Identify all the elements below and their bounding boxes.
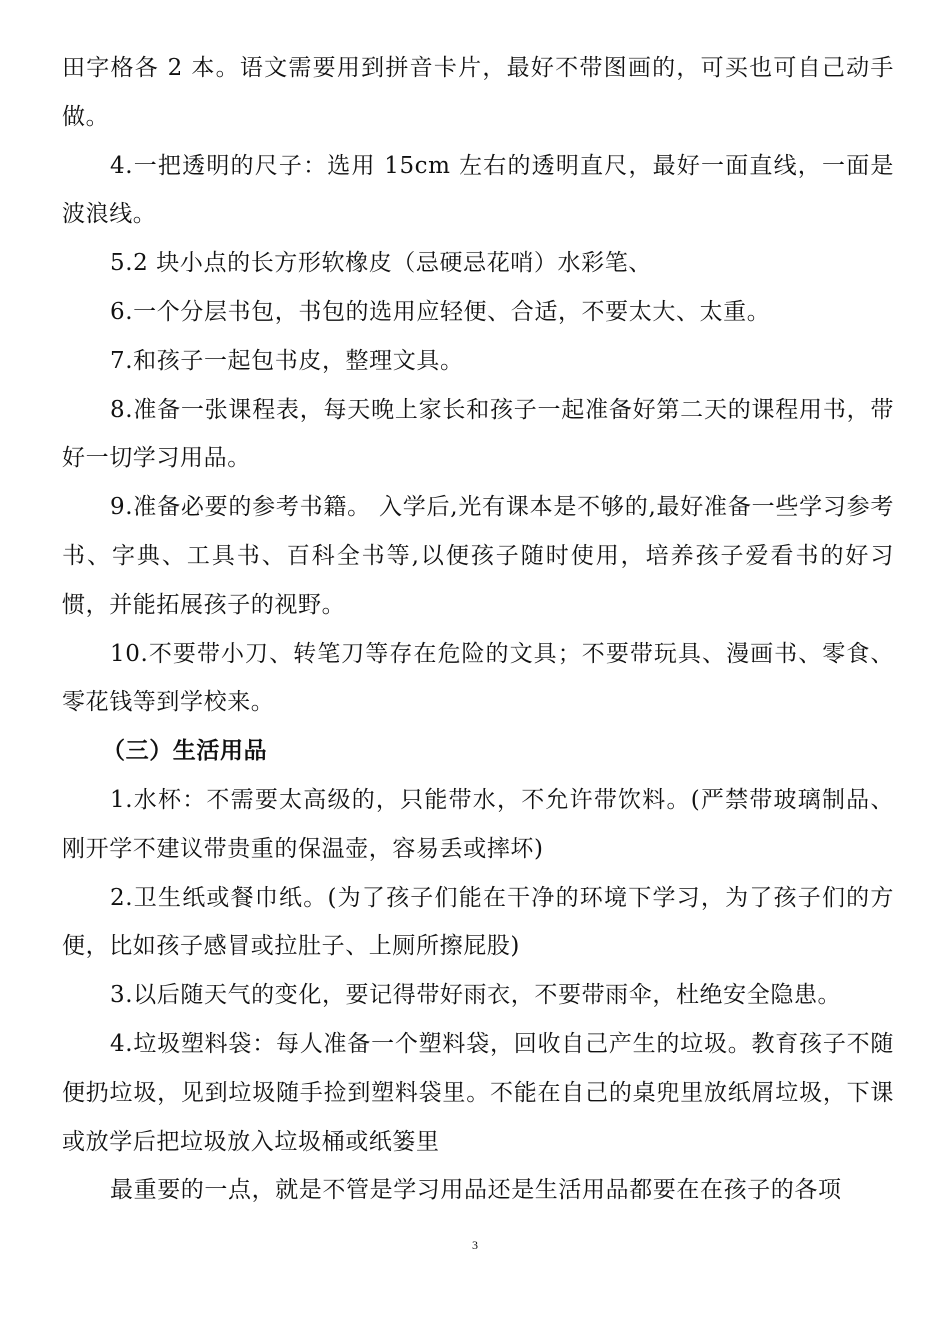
section-paragraph-4: 4.垃圾塑料袋：每人准备一个塑料袋，回收自己产生的垃圾。教育孩子不随便扔垃圾，见到垃圾随手捡到塑料袋里。不能在自己的桌兜里放纸屑垃圾，下课或放学后把垃圾放入垃圾桶或纸篓里 (62, 1030, 894, 1155)
paragraph-item-10: 10.不要带小刀、转笔刀等存在危险的文具；不要带玩具、漫画书、零食、零花钱等到学校来。 (62, 640, 894, 716)
section-paragraph-1: 1.水杯：不需要太高级的，只能带水，不允许带饮料。(严禁带玻璃制品、刚开学不建议带贵重的保温壶，容易丢或摔坏) (62, 786, 894, 862)
paragraph-item-4: 4.一把透明的尺子：选用 15cm 左右的透明直尺，最好一面直线，一面是波浪线。 (62, 152, 894, 228)
page-number: 3 (472, 1238, 478, 1252)
paragraph-item-7: 7.和孩子一起包书皮，整理文具。 (110, 347, 464, 374)
section-heading: （三）生活用品 (102, 737, 268, 765)
paragraph-item-9: 9.准备必要的参考书籍。 入学后,光有课本是不够的,最好准备一些学习参考书、字典、工具书、百科全书等,以便孩子随时使用，培养孩子爱看书的好习惯，并能拓展孩子的视野。 (62, 494, 894, 618)
paragraph-item-5: 5.2 块小点的长方形软橡皮（忌硬忌花哨）水彩笔、 (110, 250, 652, 277)
paragraph-item-6: 6.一个分层书包，书包的选用应轻便、合适，不要太大、太重。 (110, 298, 771, 325)
page-content (62, 44, 894, 1215)
section-paragraph-closing: 最重要的一点，就是不管是学习用品还是生活用品都要在在孩子的各项 (110, 1177, 842, 1204)
section-paragraph-3: 3.以后随天气的变化，要记得带好雨衣，不要带雨伞，杜绝安全隐患。 (110, 982, 842, 1009)
paragraph-item-8: 8.准备一张课程表，每天晚上家长和孩子一起准备好第二天的课程用书，带好一切学习用品。 (62, 396, 894, 472)
paragraph-continuation: 田字格各 2 本。语文需要用到拼音卡片，最好不带图画的，可买也可自己动手做。 (62, 55, 894, 130)
section-paragraph-2: 2.卫生纸或餐巾纸。(为了孩子们能在干净的环境下学习，为了孩子们的方便，比如孩子感冒或拉肚子、上厕所擦屁股) (62, 884, 894, 960)
